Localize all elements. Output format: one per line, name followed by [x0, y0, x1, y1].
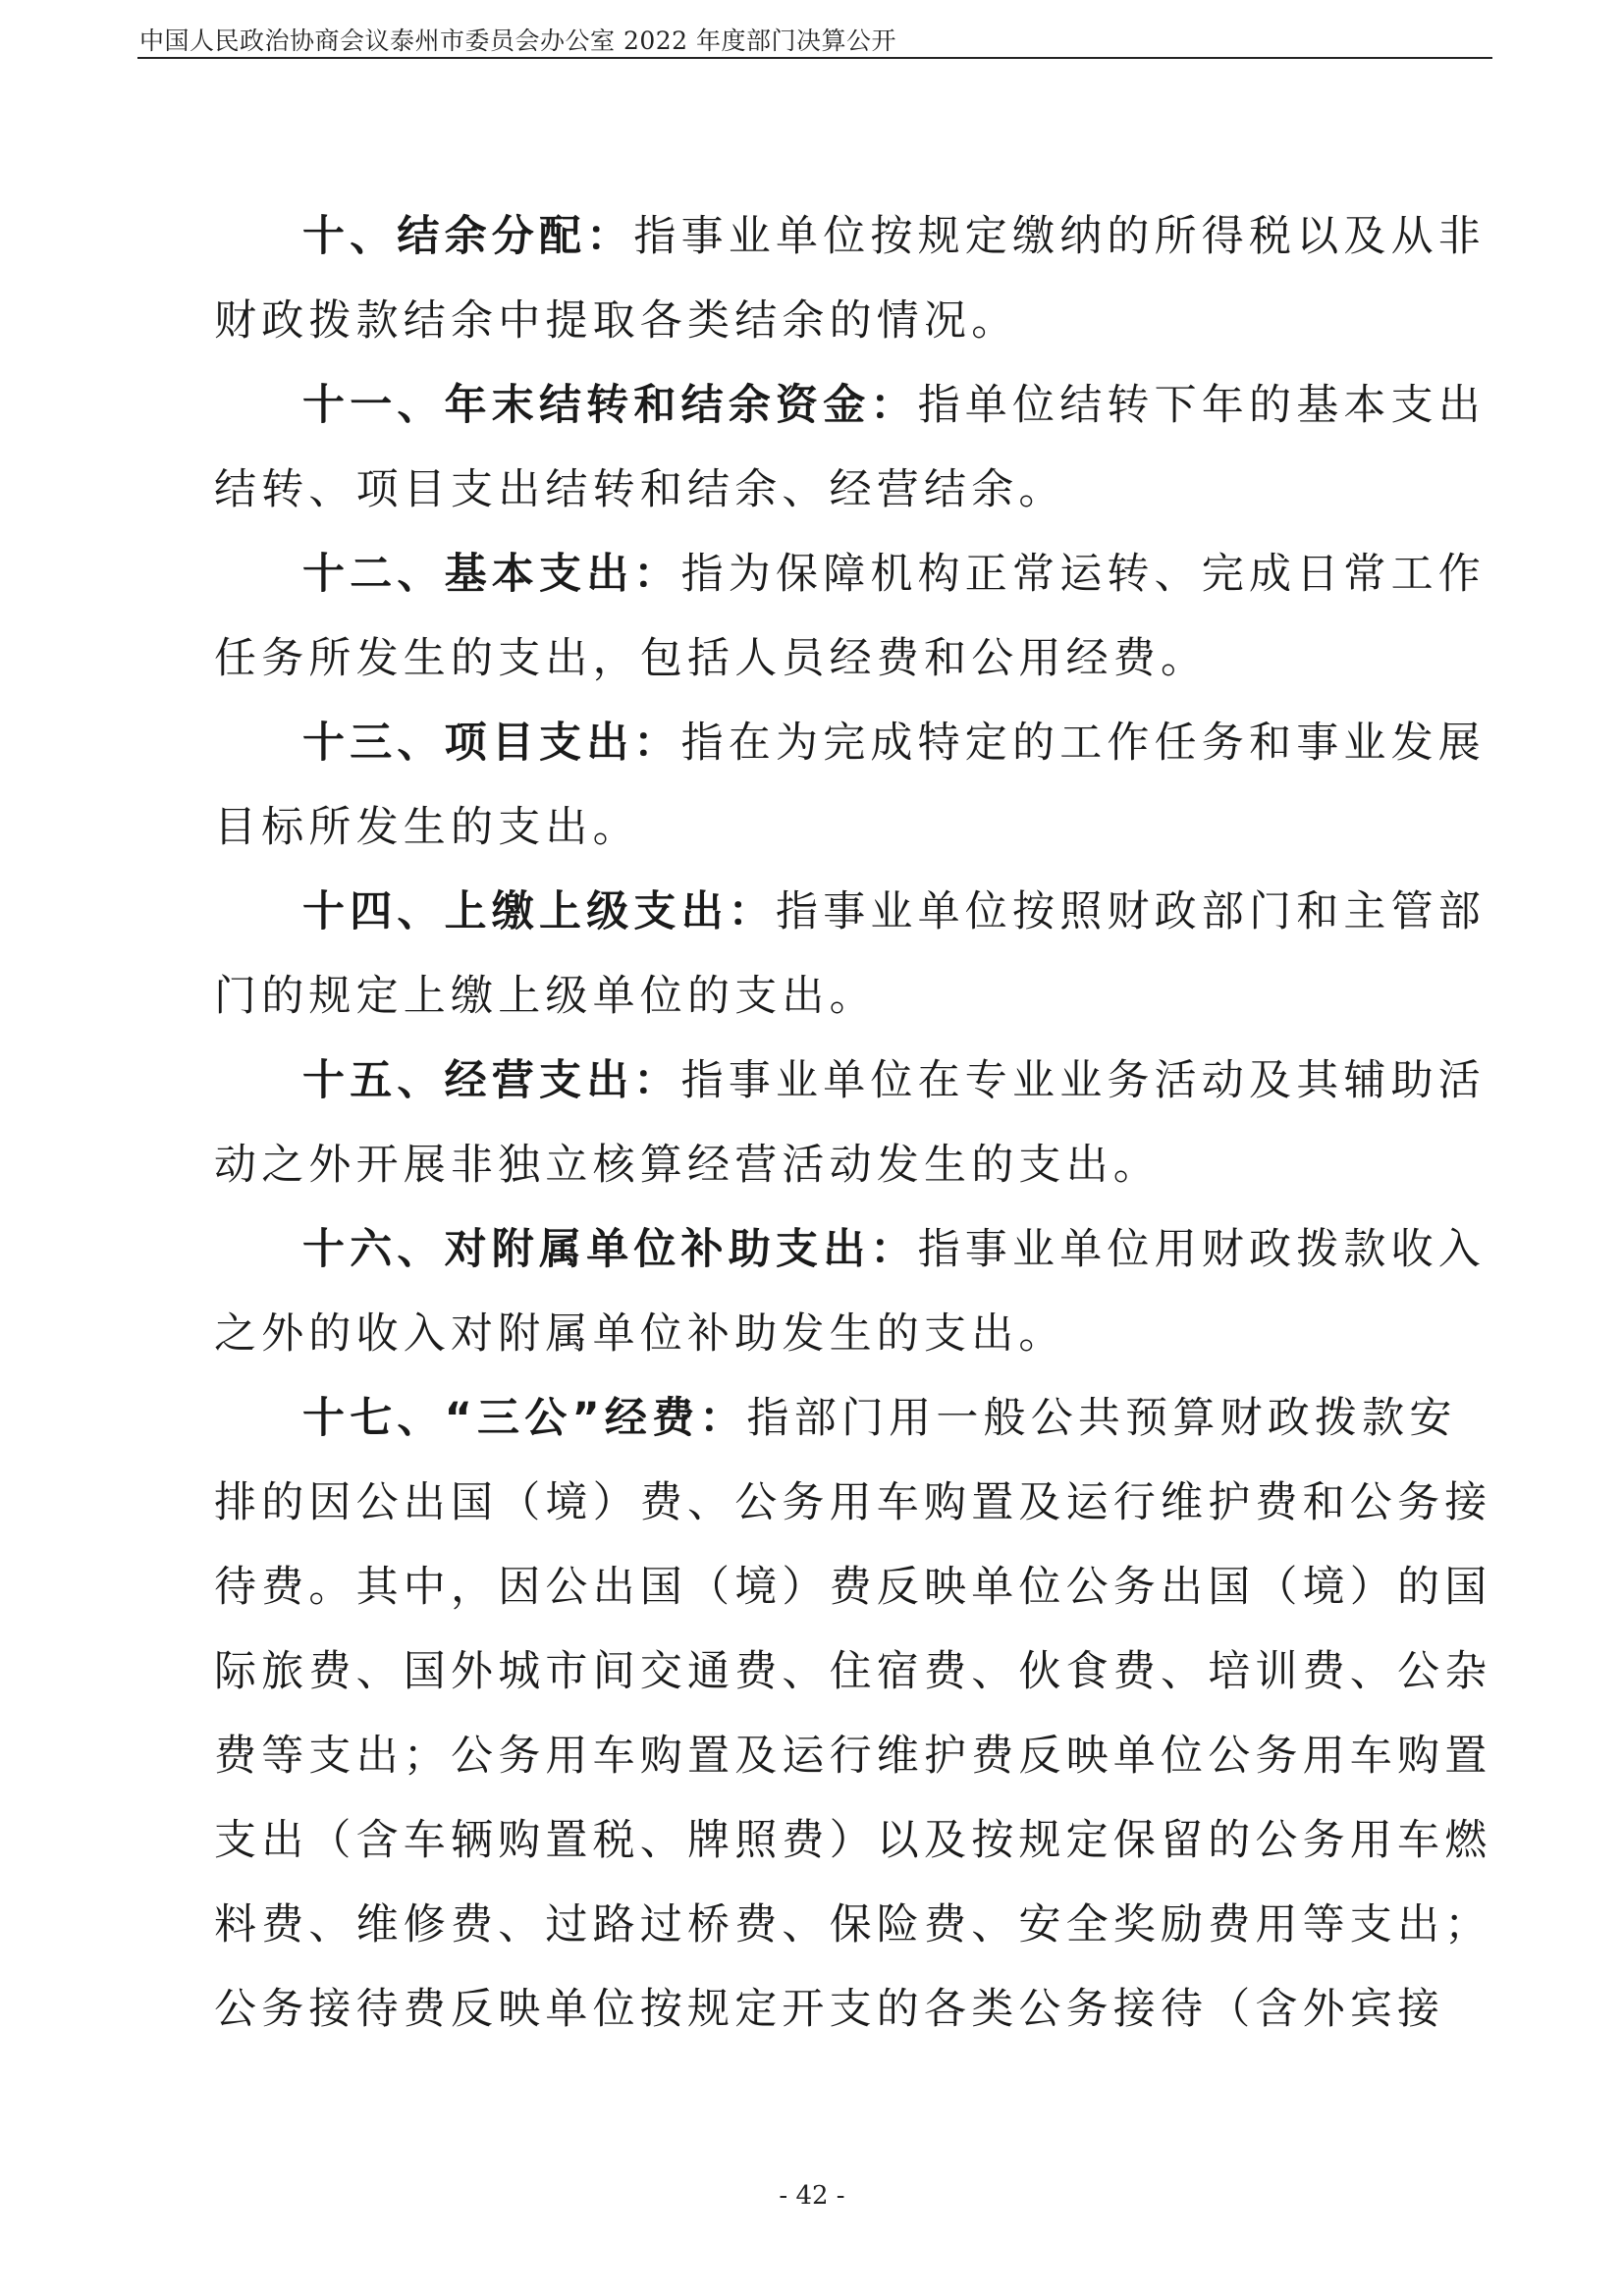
paragraph-line: 费等支出；公务用车购置及运行维护费反映单位公务用车购置	[214, 1732, 1492, 1781]
term-heading: 十五、经营支出：	[302, 1056, 681, 1105]
paragraph-basic-expenditure	[214, 532, 1487, 701]
paragraph-line: 动之外开展非独立核算经营活动发生的支出。	[214, 1141, 1161, 1190]
term-heading: 十一、年末结转和结余资金：	[302, 381, 918, 430]
term-heading: 十六、对附属单位补助支出：	[302, 1225, 918, 1274]
paragraph-line	[214, 1039, 1487, 1123]
term-heading: 十、结余分配：	[302, 212, 634, 261]
paragraph-line: 排的因公出国（境）费、公务用车购置及运行维护费和公务接	[214, 1478, 1492, 1527]
paragraph-line: 之外的收入对附属单位补助发生的支出。	[214, 1309, 1066, 1359]
definition-text: 指事业单位按规定缴纳的所得税以及从非	[633, 212, 1487, 261]
paragraph-line: 财政拨款结余中提取各类结余的情况。	[214, 296, 1019, 346]
paragraph-operating-expenditure	[214, 1039, 1487, 1207]
paragraph-line: 料费、维修费、过路过桥费、保险费、安全奖励费用等支出；	[214, 1900, 1492, 1949]
definition-text: 指事业单位按照财政部门和主管部	[776, 887, 1486, 936]
paragraph-line	[214, 870, 1486, 954]
paragraph-line	[214, 701, 1487, 785]
paragraph-line: 门的规定上缴上级单位的支出。	[214, 972, 877, 1021]
paragraph-line: 任务所发生的支出，包括人员经费和公用经费。	[214, 634, 1209, 683]
definition-text: 指部门用一般公共预算财政拨款安	[746, 1394, 1457, 1443]
term-heading: 十四、上缴上级支出：	[302, 887, 776, 936]
paragraph-line	[214, 1207, 1487, 1292]
paragraph-balance-distribution	[214, 194, 1487, 363]
definition-text: 指事业单位在专业业务活动及其辅助活	[680, 1056, 1487, 1105]
paragraph-line: 际旅费、国外城市间交通费、住宿费、伙食费、培训费、公杂	[214, 1647, 1492, 1696]
paragraph-line	[214, 194, 1487, 279]
paragraph-line: 公务接待费反映单位按规定开支的各类公务接待（含外宾接	[214, 1985, 1445, 2034]
paragraph-line	[214, 363, 1487, 448]
definition-text: 指为保障机构正常运转、完成日常工作	[680, 550, 1487, 599]
paragraph-remit-superior	[214, 870, 1486, 1039]
paragraph-line	[214, 532, 1487, 616]
definition-text: 指事业单位用财政拨款收入	[917, 1225, 1487, 1274]
page-header: 中国人民政治协商会议泰州市委员会办公室 2022 年度部门决算公开	[139, 27, 897, 55]
paragraph-project-expenditure	[214, 701, 1487, 870]
paragraph-line: 待费。其中，因公出国（境）费反映单位公务出国（境）的国	[214, 1563, 1492, 1612]
term-heading: 十三、项目支出：	[302, 719, 681, 768]
definition-text: 指单位结转下年的基本支出	[917, 381, 1487, 430]
paragraph-subsidiary-subsidy	[214, 1207, 1487, 1376]
paragraph-year-end-carryover	[214, 363, 1487, 532]
paragraph-three-public-expenses	[214, 1376, 1492, 2052]
header-rule	[137, 57, 1492, 59]
term-heading: 十二、基本支出：	[302, 550, 681, 599]
paragraph-line: 支出（含车辆购置税、牌照费）以及按规定保留的公务用车燃	[214, 1816, 1492, 1865]
body-text	[214, 194, 1492, 2052]
paragraph-line: 结转、项目支出结转和结余、经营结余。	[214, 465, 1066, 514]
term-heading: 十七、“三公”经费：	[302, 1394, 747, 1443]
paragraph-line: 目标所发生的支出。	[214, 803, 640, 852]
page-number: - 42 -	[779, 2181, 845, 2211]
definition-text: 指在为完成特定的工作任务和事业发展	[680, 719, 1487, 768]
paragraph-line	[214, 1376, 1457, 1461]
